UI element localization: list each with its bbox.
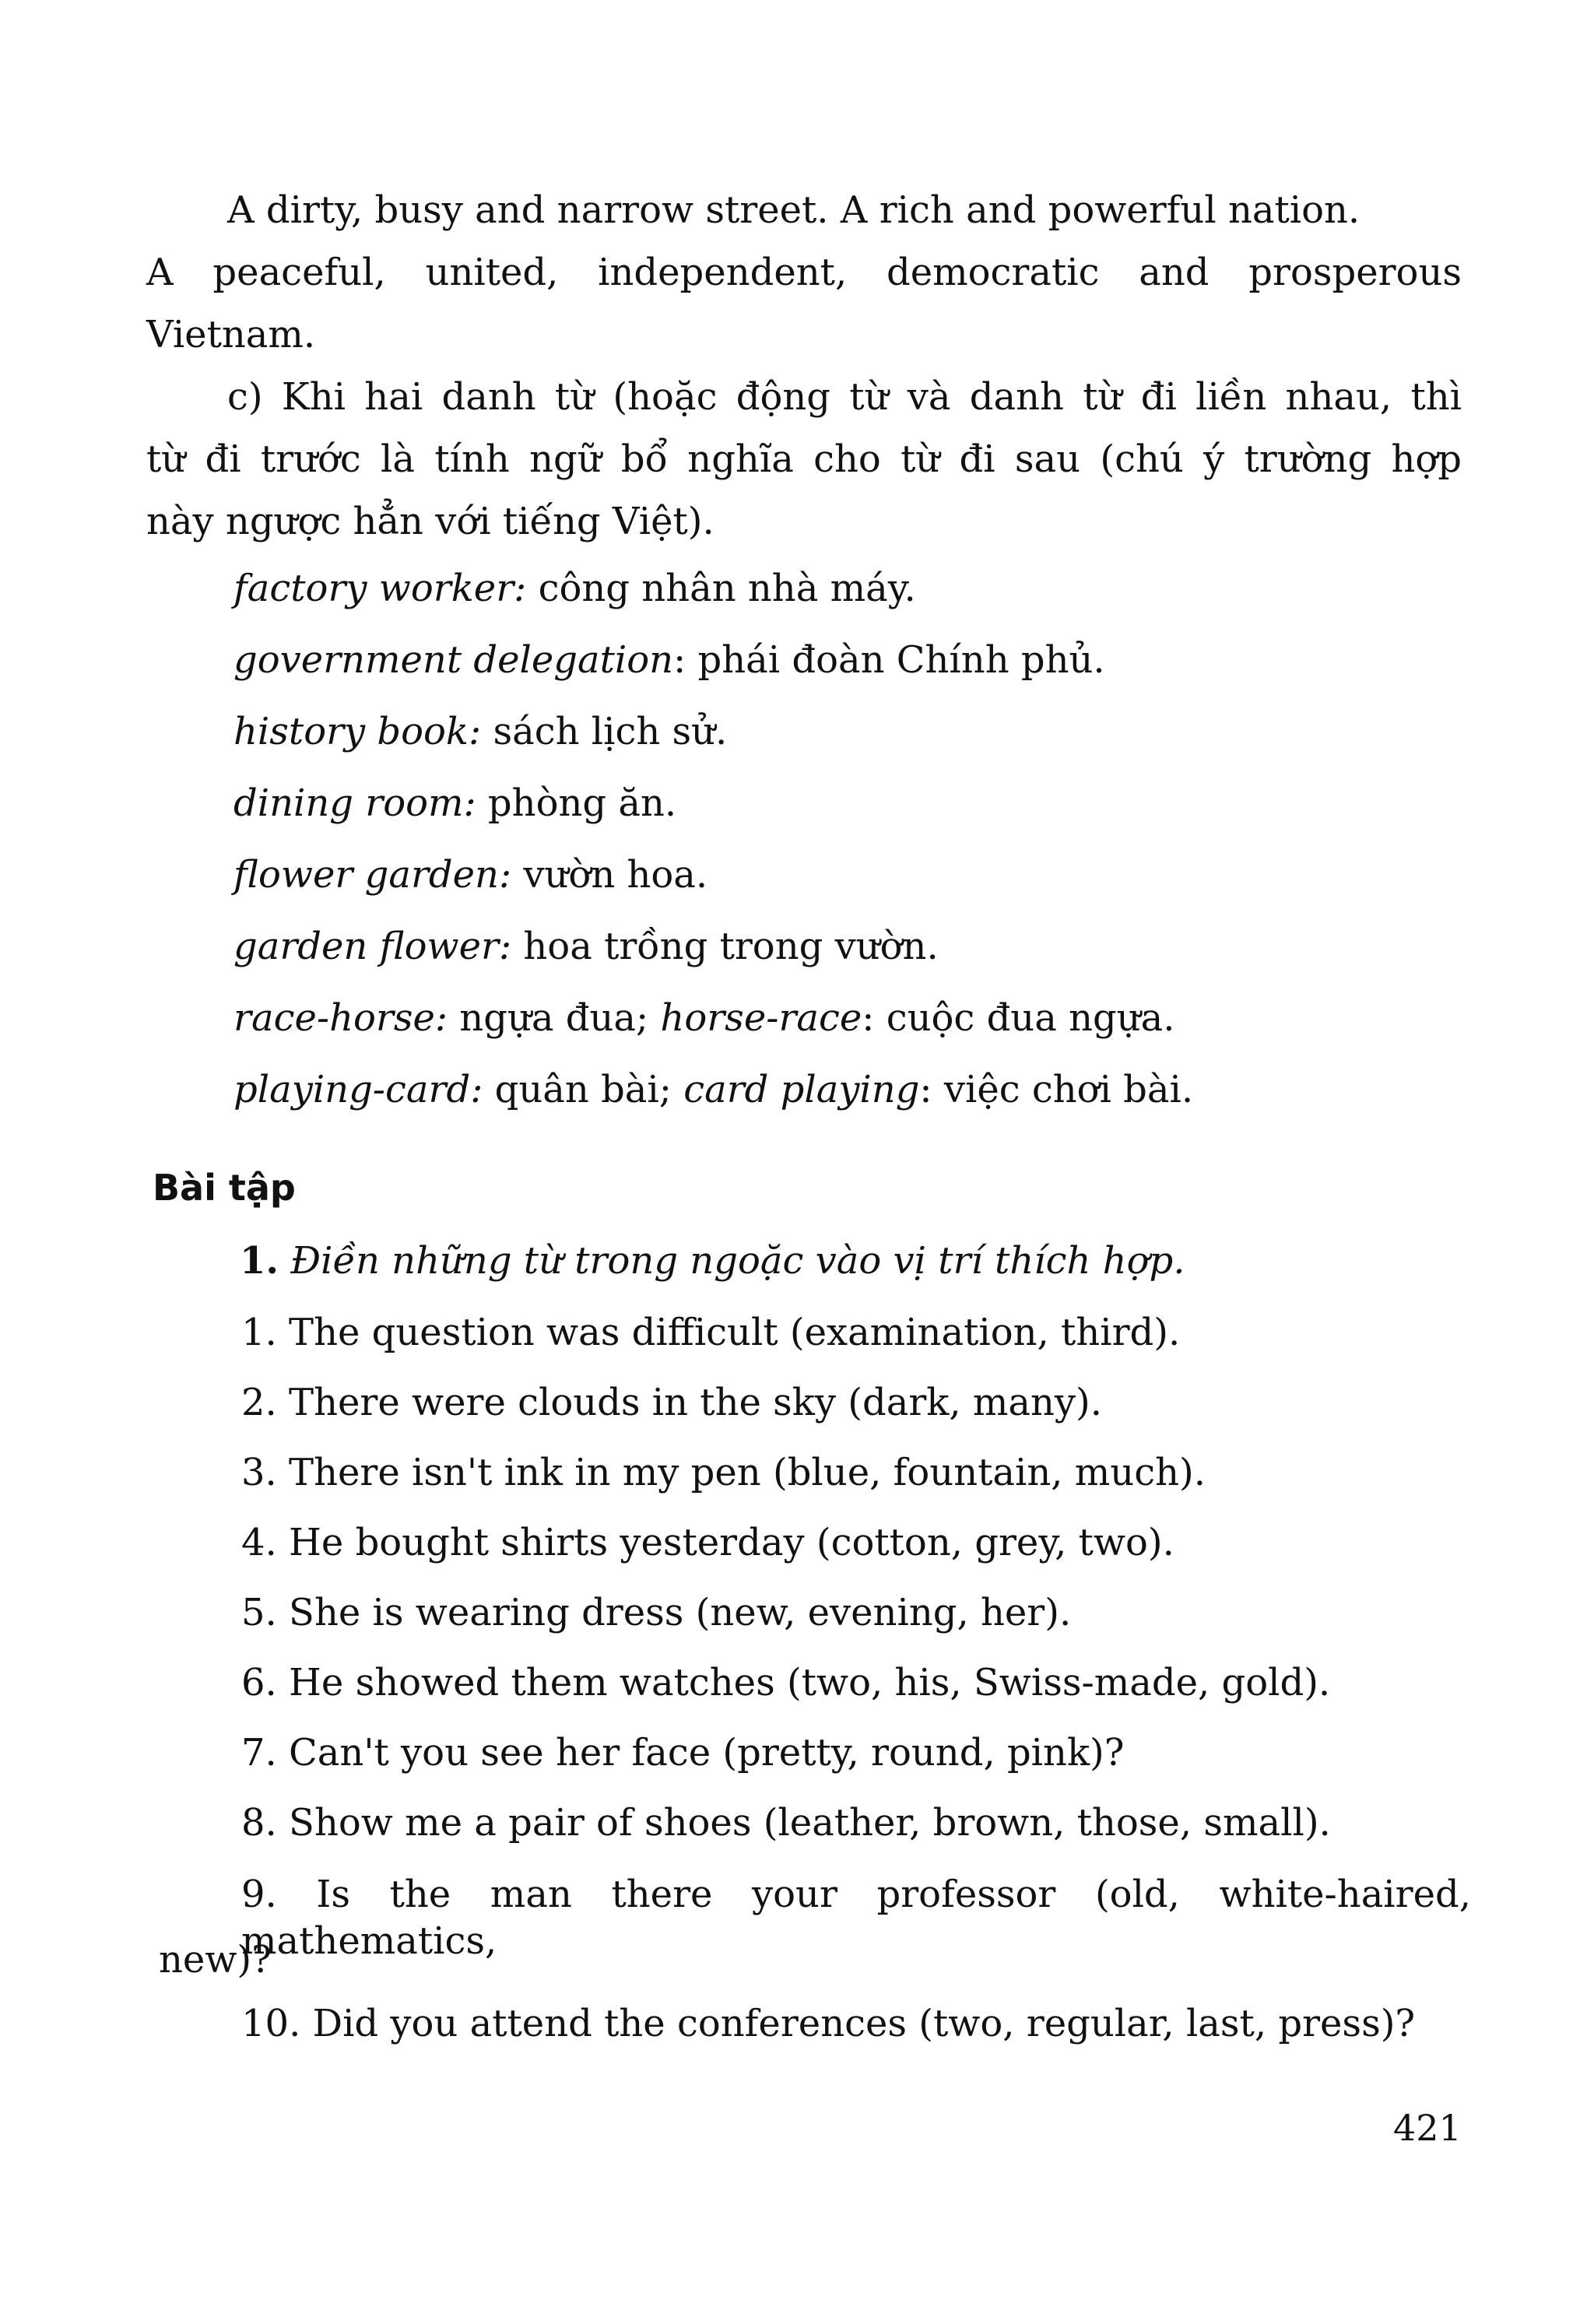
exercise-heading: Bài tập [153,1167,296,1209]
example-item [233,995,1175,1041]
example-meaning: ngựa đua; [448,996,661,1040]
example-term: factory worker: [233,567,527,610]
example-term: race-horse: [233,996,448,1040]
example-meaning: phòng ăn. [476,781,677,825]
example-meaning: sách lịch sử. [481,710,728,753]
intro-line-2: A peaceful, united, independent, democratic and prosperous [146,251,1462,294]
example-term: playing-card: [233,1068,483,1111]
example-meaning: : phái đoàn Chính phủ. [673,638,1105,682]
exercise-item: 4. He bought shirts yesterday (cotton, grey, two). [241,1521,1174,1564]
example-term: garden flower: [233,925,512,968]
example-meaning: hoa trồng trong vườn. [511,925,939,968]
example-item [233,708,727,755]
example-item [233,1066,1193,1113]
exercise-item: 3. There isn't ink in my pen (blue, fountain, much). [241,1451,1206,1494]
example-meaning: vườn hoa. [511,853,708,897]
exercise-1-title [240,1237,1185,1284]
example-term: government delegation [233,638,674,682]
exercise-item: 8. Show me a pair of shoes (leather, brown, those, small). [241,1801,1331,1845]
exercise-item: 1. The question was difficult (examination, third). [241,1311,1181,1354]
rule-c-line-2: từ đi trước là tính ngữ bổ nghĩa cho từ đi sau (chú ý trường hợp [146,437,1462,481]
exercise-item: 6. He showed them watches (two, his, Swiss-made, gold). [241,1661,1331,1704]
example-item [233,923,939,970]
exercise-1-instruction: Điền những từ trong ngoặc vào vị trí thích hợp. [279,1239,1185,1283]
example-meaning: quân bài; [483,1068,684,1111]
example-term: history book: [233,710,482,753]
example-term: flower garden: [233,853,512,897]
exercise-item: 2. There were clouds in the sky (dark, many). [241,1381,1103,1424]
example-meaning-2: : cuộc đua ngựa. [862,996,1175,1040]
intro-line-3: Vietnam. [146,313,316,356]
example-item [233,637,1105,683]
example-term-2: card playing [683,1068,920,1111]
exercise-item: 7. Can't you see her face (pretty, round, pink)? [241,1731,1125,1775]
rule-c-line-1: c) Khi hai danh từ (hoặc động từ và danh từ đi liền nhau, thì [227,375,1462,419]
example-item [233,780,676,827]
rule-c-line-3: này ngược hẳn với tiếng Việt). [146,500,714,543]
example-item [233,565,916,612]
exercise-item-continuation: new)? [159,1938,272,1982]
exercise-item: 9. Is the man there your professor (old, white-haired, mathematics, [241,1873,1471,1963]
example-meaning-2: : việc chơi bài. [919,1068,1194,1111]
intro-line-1: A dirty, busy and narrow street. A rich and powerful nation. [227,188,1361,232]
exercise-item: 10. Did you attend the conferences (two, regular, last, press)? [241,2002,1416,2045]
exercise-1-number: 1. [240,1239,279,1283]
example-meaning: công nhân nhà máy. [526,567,916,610]
page-number: 421 [1393,2107,1462,2149]
example-item [233,851,707,898]
exercise-item: 5. She is wearing dress (new, evening, her). [241,1591,1072,1634]
example-term: dining room: [233,781,476,825]
example-term-2: horse-race [660,996,862,1040]
